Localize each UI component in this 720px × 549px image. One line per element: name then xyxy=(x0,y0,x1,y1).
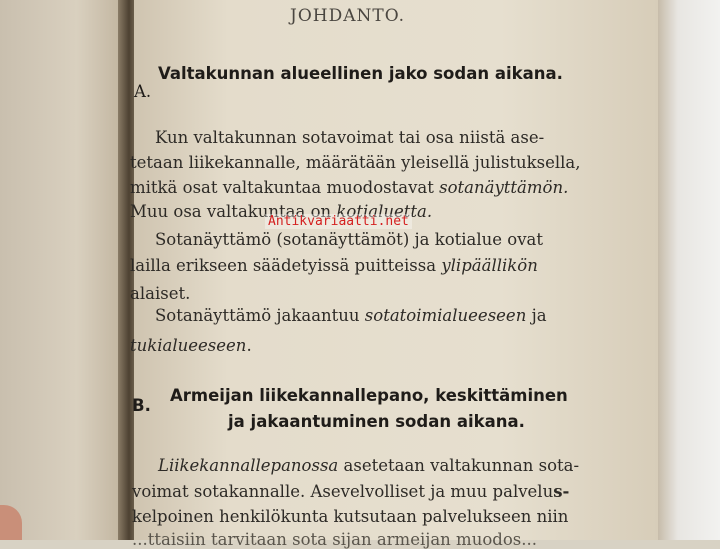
section-a-heading: Valtakunnan alueellinen jako sodan aikana. xyxy=(158,64,563,83)
text-span: s- xyxy=(553,482,570,501)
paragraph-line: kelpoinen henkilökunta kutsutaan palvelukseen niin xyxy=(132,507,569,526)
emphasis-text: sotatoimialueeseen xyxy=(364,306,527,325)
section-b-heading-line2: ja jakaantuminen sodan aikana. xyxy=(228,412,525,431)
paragraph-line: ...ttaisiin tarvitaan sota sijan armeijan muodos... xyxy=(132,530,537,549)
paragraph-line: alaiset. xyxy=(130,284,191,303)
paragraph-line: tetaan liikekannalle, määrätään yleisellä julistuksella, xyxy=(130,153,581,172)
left-page xyxy=(0,0,128,540)
paragraph-line xyxy=(158,456,579,475)
paragraph-line xyxy=(132,482,569,501)
text-span: ja xyxy=(526,306,547,325)
section-a-letter: A. xyxy=(134,82,152,101)
watermark: Antikvariaatti.net xyxy=(265,214,412,229)
text-span: . xyxy=(246,336,252,355)
text-span: mitkä osat valtakuntaa muodostavat xyxy=(130,178,440,197)
paragraph-line xyxy=(130,178,568,197)
emphasis-text: Liikekannallepanossa xyxy=(158,456,339,475)
text-span: voimat sotakannalle. Asevelvolliset ja muu palvelu xyxy=(132,482,554,501)
emphasis-text: ylipäällikön xyxy=(441,256,538,275)
page-title: JOHDANTO. xyxy=(290,6,406,26)
paragraph-line xyxy=(130,336,252,355)
emphasis-text: sotanäyttämön. xyxy=(439,178,569,197)
text-span: asetetaan valtakunnan sota- xyxy=(338,456,580,475)
section-b-letter: B. xyxy=(132,396,151,415)
paragraph-line: Kun valtakunnan sotavoimat tai osa niistä ase- xyxy=(155,128,545,147)
paragraph-line xyxy=(130,256,538,275)
text-span: Sotanäyttämö jakaantuu xyxy=(155,306,365,325)
text-span: lailla erikseen säädetyissä puitteissa xyxy=(130,256,442,275)
emphasis-text: kotialuetta. xyxy=(336,202,433,221)
text-span: Muu osa valtakuntaa on xyxy=(130,202,337,221)
background xyxy=(650,0,720,540)
emphasis-text: tukialueeseen xyxy=(130,336,247,355)
paragraph-line xyxy=(155,306,547,325)
section-b-heading-line1: Armeijan liikekannallepano, keskittäminen xyxy=(170,386,568,405)
paragraph-line: Sotanäyttämö (sotanäyttämöt) ja kotialue ovat xyxy=(155,230,544,249)
